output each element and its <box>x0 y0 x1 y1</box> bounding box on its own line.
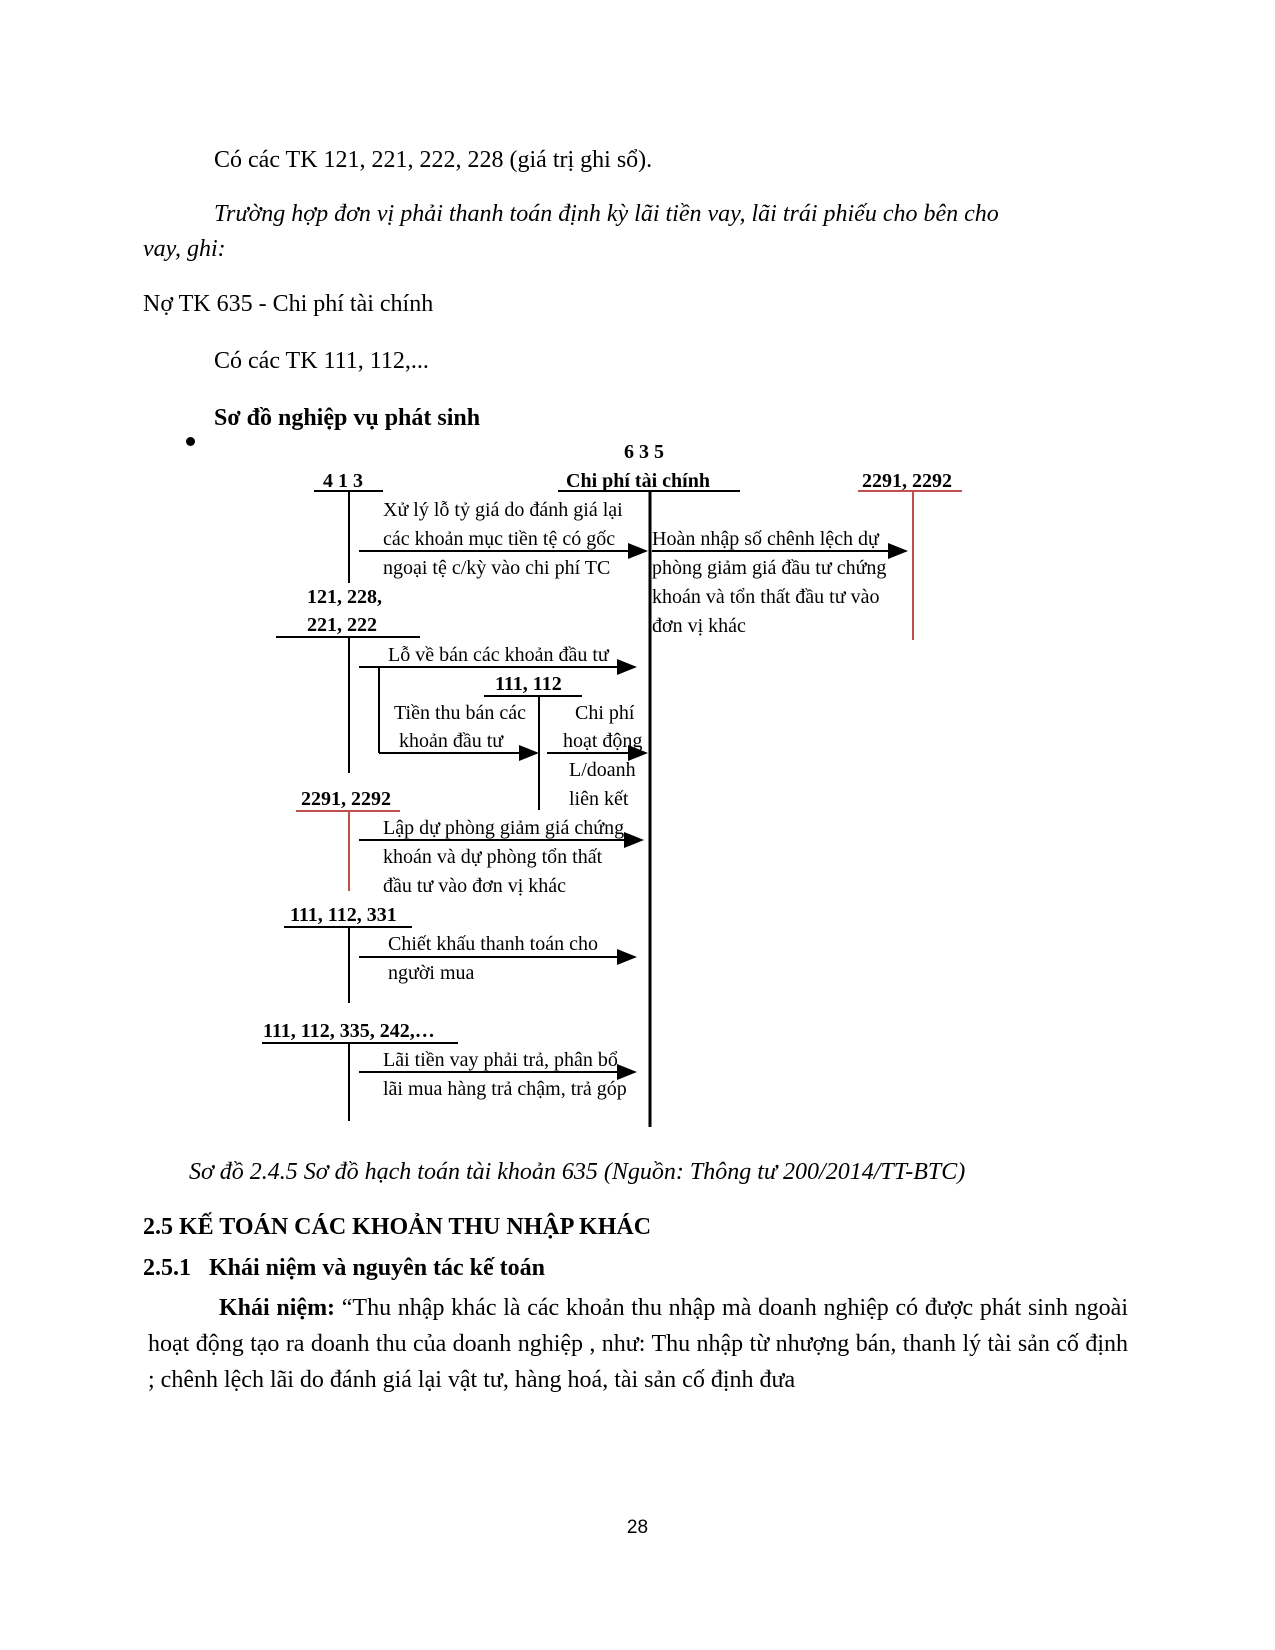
entry-4-text-a: Tiền thu bán các <box>394 702 527 724</box>
entry-2-text-c: khoán và tổn thất đầu tư vào <box>652 586 880 608</box>
entry-7-text-b: người mua <box>388 962 475 984</box>
body-line-4: Có các TK 111, 112,... <box>214 348 429 374</box>
entry-3-text: Lỗ về bán các khoản đầu tư <box>388 644 609 666</box>
entry-8-text-b: lãi mua hàng trả chậm, trả góp <box>383 1078 627 1100</box>
page-number: 28 <box>626 1517 649 1538</box>
body-line-1: Có các TK 121, 221, 222, 228 (giá trị ghi sổ). <box>214 147 653 173</box>
main-account-number: 6 3 5 <box>624 441 664 463</box>
subsection-heading: 2.5.1 Khái niệm và nguyên tác kế toán <box>143 1255 546 1281</box>
section-heading: 2.5 KẾ TOÁN CÁC KHOẢN THU NHẬP KHÁC <box>143 1214 652 1240</box>
body-line-3: Nợ TK 635 - Chi phí tài chính <box>143 291 434 317</box>
body-line-2b: vay, ghi: <box>143 236 226 262</box>
entry-5-text-c: L/doanh <box>569 759 636 781</box>
entry-6-text-c: đầu tư vào đơn vị khác <box>383 875 567 897</box>
account-2291-mid-label: 2291, 2292 <box>301 788 391 810</box>
entry-7-text-a: Chiết khấu thanh toán cho <box>388 933 598 955</box>
definition-term: Khái niệm: <box>219 1295 336 1321</box>
account-121-label-b: 221, 222 <box>307 614 377 636</box>
account-413-label: 4 1 3 <box>323 470 363 492</box>
account-111-112-label: 111, 112 <box>495 673 562 695</box>
entry-8-text-a: Lãi tiền vay phải trả, phân bổ <box>383 1049 618 1071</box>
account-121-label-a: 121, 228, <box>307 586 382 608</box>
entry-2-text-b: phòng giảm giá đầu tư chứng <box>652 557 887 579</box>
main-account-title: Chi phí tài chính <box>566 470 710 492</box>
entry-2-text-d: đơn vị khác <box>652 615 746 637</box>
entry-5-text-a: Chi phí <box>575 702 635 724</box>
entry-1-text-c: ngoại tệ c/kỳ vào chi phí TC <box>383 557 611 579</box>
entry-1-text-a: Xử lý lỗ tỷ giá do đánh giá lại <box>383 499 623 521</box>
body-line-2a: Trường hợp đơn vị phải thanh toán định kỳ lãi tiền vay, lãi trái phiếu cho bên cho <box>214 201 999 227</box>
bullet-heading: Sơ đồ nghiệp vụ phát sinh <box>214 405 481 431</box>
definition-text: “Thu nhập khác là các khoản thu nhập mà doanh nghiệp có được phát sinh ngoài hoạt động tạo ra doanh thu của doanh nghiệp , như: Thu nhập từ nhượng bán, thanh lý tài sản cố định ; chênh lệch lãi do đánh giá lại vật tư, hàng hoá, tài sản cố định đưa <box>148 1295 1128 1393</box>
entry-2-text-a: Hoàn nhập số chênh lệch dự <box>652 528 879 550</box>
account-111-331-label: 111, 112, 331 <box>290 904 397 926</box>
entry-1-text-b: các khoản mục tiền tệ có gốc <box>383 528 616 550</box>
account-111-335-label: 111, 112, 335, 242,… <box>263 1020 435 1042</box>
entry-6-text-a: Lập dự phòng giảm giá chứng <box>383 817 625 839</box>
diagram-caption: Sơ đồ 2.4.5 Sơ đồ hạch toán tài khoản 635 (Nguồn: Thông tư 200/2014/TT-BTC) <box>189 1159 966 1185</box>
entry-5-text-d: liên kết <box>569 788 629 810</box>
account-2291-top-label: 2291, 2292 <box>862 470 952 492</box>
definition-paragraph <box>148 1290 1128 1398</box>
entry-4-text-b: khoản đầu tư <box>399 730 504 752</box>
entry-6-text-b: khoán và dự phòng tổn thất <box>383 846 603 868</box>
entry-5-text-b: hoạt động <box>563 730 643 752</box>
